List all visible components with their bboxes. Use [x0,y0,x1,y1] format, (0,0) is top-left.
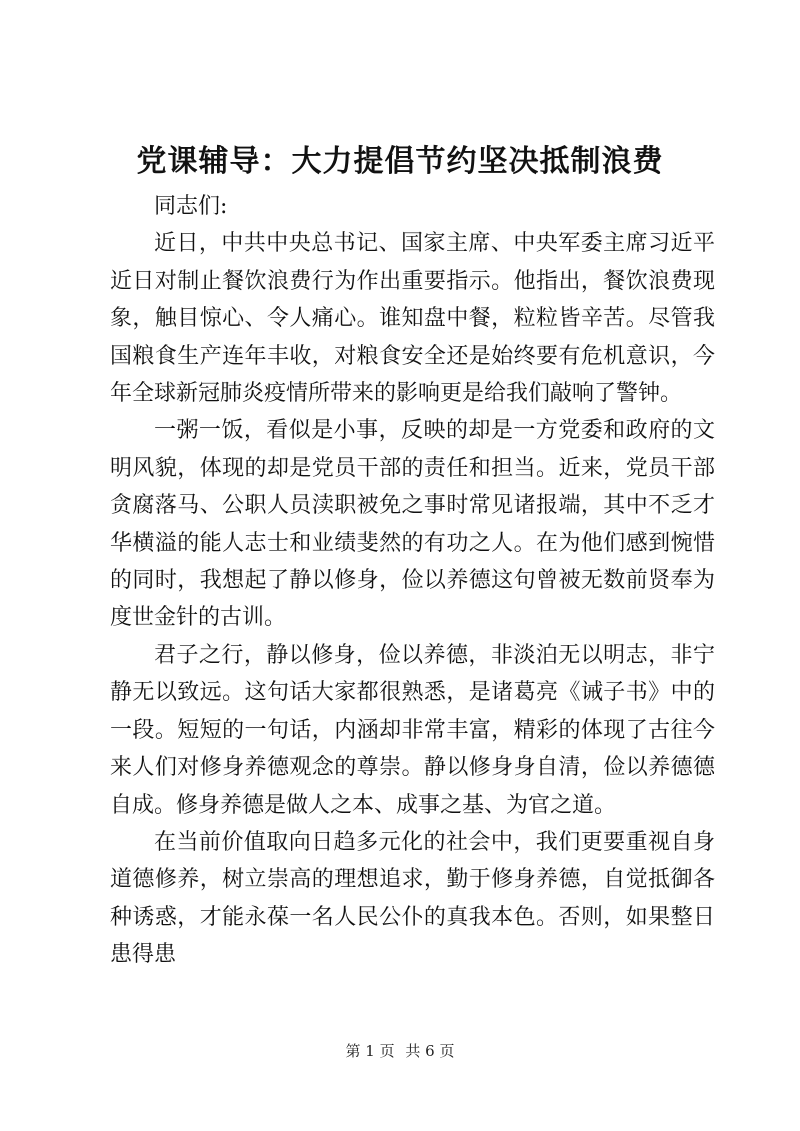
paragraph: 君子之行，静以修身，俭以养德，非淡泊无以明志，非宁静无以致远。这句话大家都很熟悉，是诸葛亮《诫子书》中的一段。短短的一句话，内涵却非常丰富，精彩的体现了古往今来人们对修身养德观念的尊崇。静以修身身自清，俭以养德德自成。修身养德是做人之本、成事之基、为官之道。 [110,642,715,818]
document-body [110,188,715,974]
document-title: 党课辅导：大力提倡节约坚决抵制浪费 [136,144,664,179]
page-footer [0,1041,800,1061]
paragraph: 在当前价值取向日趋多元化的社会中，我们更要重视自身道德修养，树立崇高的理想追求，勤于修身养德，自觉抵御各种诱惑，才能永葆一名人民公仆的真我本色。否则，如果整日患得患 [110,829,715,968]
paragraph: 近日，中共中央总书记、国家主席、中央军委主席习近平近日对制止餐饮浪费行为作出重要指示。他指出，餐饮浪费现象，触目惊心、令人痛心。谁知盘中餐，粒粒皆辛苦。尽管我国粮食生产连年丰收，对粮食安全还是始终要有危机意识，今年全球新冠肺炎疫情所带来的影响更是给我们敲响了警钟。 [110,231,715,407]
page-number: 第 1 页 [345,1042,395,1060]
salutation: 同志们: [154,194,228,219]
page-total: 共 6 页 [405,1042,455,1060]
paragraph: 一粥一饭，看似是小事，反映的却是一方党委和政府的文明风貌，体现的却是党员干部的责任和担当。近来，党员干部贪腐落马、公职人员渎职被免之事时常见诸报端，其中不乏才华横溢的能人志士和业绩斐然的有功之人。在为他们感到惋惜的同时，我想起了静以修身，俭以养德这句曾被无数前贤奉为度世金针的古训。 [110,418,715,631]
